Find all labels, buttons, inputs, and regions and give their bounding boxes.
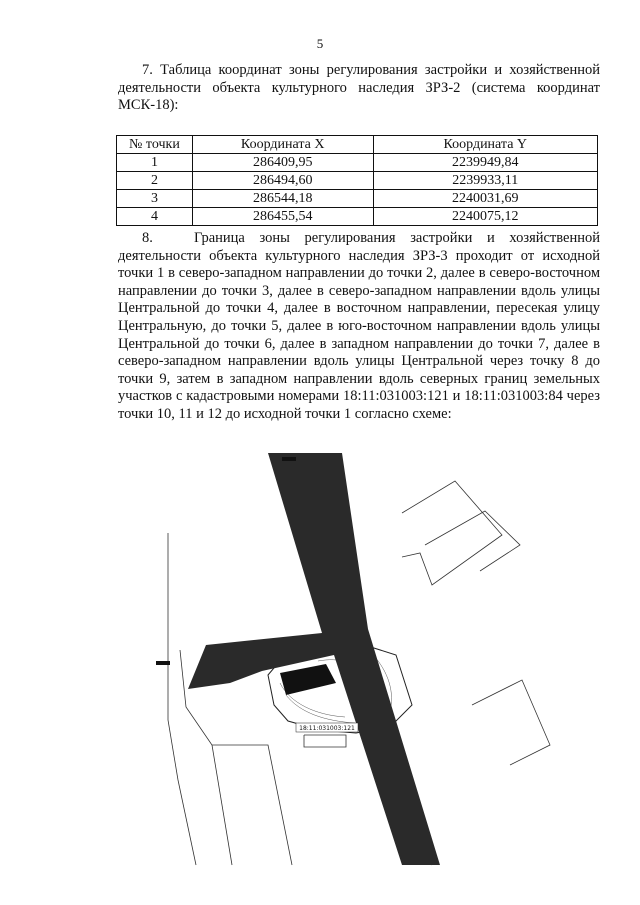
cell-y: 2240031,69 bbox=[373, 190, 598, 208]
cell-y: 2239933,11 bbox=[373, 172, 598, 190]
table-row bbox=[117, 172, 598, 190]
cell-y: 2240075,12 bbox=[373, 208, 598, 226]
section-7-text: 7. Таблица координат зоны регулирования застройки и хозяйственной деятельности объекта культурного наследия ЗРЗ-2 (система координат МСК-18): bbox=[118, 62, 600, 114]
point-marker bbox=[156, 661, 170, 665]
header-coordinate-x: Координата X bbox=[192, 136, 373, 154]
left-boundary-line bbox=[168, 533, 196, 865]
table-header-row bbox=[117, 136, 598, 154]
point-markers bbox=[156, 457, 296, 665]
small-rect-line bbox=[304, 735, 346, 747]
page-number: 5 bbox=[316, 36, 324, 51]
lower-left-line bbox=[212, 745, 292, 865]
table-row bbox=[117, 154, 598, 172]
table-row bbox=[117, 208, 598, 226]
heritage-building bbox=[280, 664, 336, 695]
cell-y: 2239949,84 bbox=[373, 154, 598, 172]
protection-zone-area bbox=[188, 453, 440, 865]
zone-scheme-map bbox=[150, 445, 610, 875]
section-8-paragraph bbox=[118, 230, 600, 424]
cell-x: 286494,60 bbox=[192, 172, 373, 190]
parcel-label: 18:11:031003:121 bbox=[299, 725, 355, 732]
section-8-text: Граница зоны регулирования застройки и хозяйственной деятельности объекта культурного наследия ЗРЗ-3 проходит от исходной точки 1 в северо-западном направлении до точки 2, далее в северо-восточном направлении до точки 3, далее в северо-западном направлении вдоль улицы Центральной до точки 4, далее в восточном направлении, пересекая улицу Центральную, до точки 5, далее в юго-восточном направлении вдоль улицы Центральной до точки 6, далее в западном направлении до точки 7, далее в северо-западном направлении вдоль улицы Центральной через точку 8 до точки 9, затем в западном направлении вдоль северных границ земельных участков с кадастровыми номерами 18:11:031003:121 и 18:11:031003:84 через точки 10, 11 и 12 до исходной точки 1 согласно схеме: bbox=[118, 230, 600, 422]
point-marker bbox=[282, 457, 296, 461]
section-8-number: 8. bbox=[142, 230, 153, 246]
cell-x: 286409,95 bbox=[192, 154, 373, 172]
right-parcel-outline bbox=[402, 481, 502, 585]
cell-point: 4 bbox=[117, 208, 193, 226]
table-row bbox=[117, 190, 598, 208]
cell-point: 2 bbox=[117, 172, 193, 190]
cell-point: 1 bbox=[117, 154, 193, 172]
upper-right-building bbox=[425, 511, 520, 571]
cell-point: 3 bbox=[117, 190, 193, 208]
lower-right-line bbox=[472, 680, 550, 765]
coordinates-table bbox=[116, 135, 598, 226]
section-7-paragraph bbox=[118, 62, 600, 115]
header-point-number: № точки bbox=[117, 136, 193, 154]
header-coordinate-y: Координата Y bbox=[373, 136, 598, 154]
cell-x: 286455,54 bbox=[192, 208, 373, 226]
cell-x: 286544,18 bbox=[192, 190, 373, 208]
